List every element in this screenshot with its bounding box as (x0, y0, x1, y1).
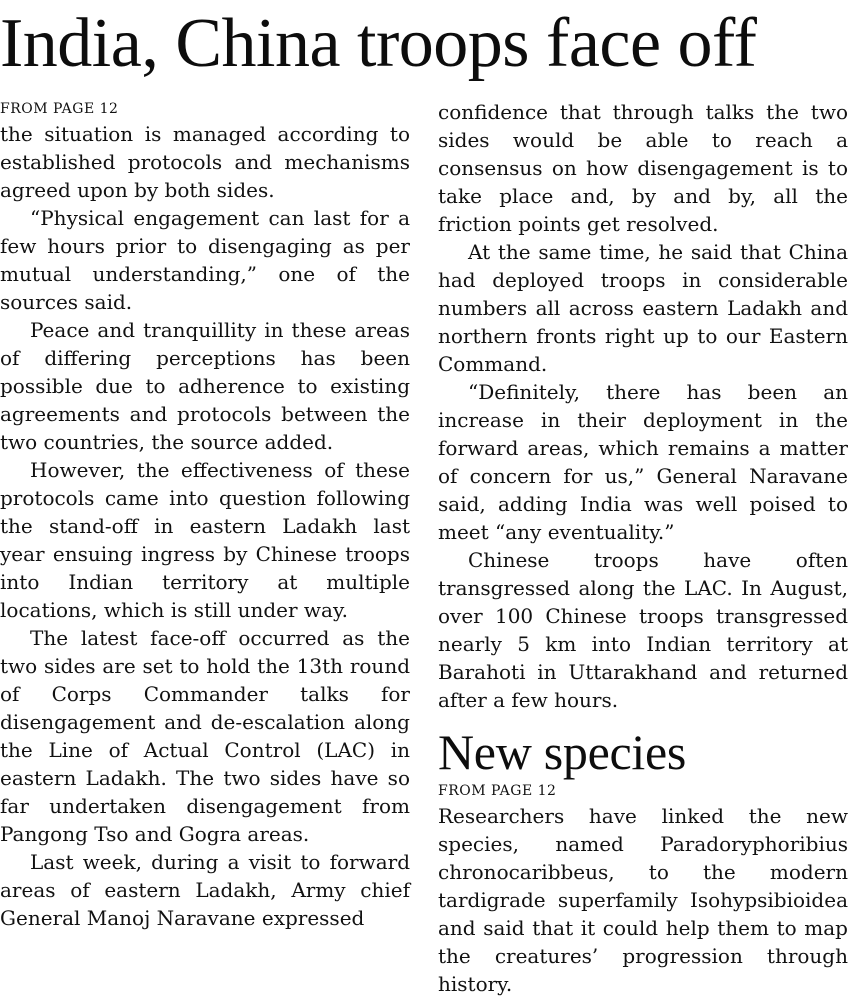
article-paragraph: Researchers have linked the new species, named Paradoryphoribius chronocaribbeus, to the modern tardigrade superfamily Isohypsibioidea and said that it could help them to map the creatures’ progression through history. (438, 804, 848, 996)
article-paragraph: confidence that through talks the two sides would be able to reach a consensus on how disengagement is to take place and, by and by, all the friction points get resolved. (438, 100, 848, 236)
article-paragraph: Last week, during a visit to forward areas of eastern Ladakh, Army chief General Manoj Naravane expressed (0, 850, 410, 930)
right-column (438, 98, 848, 998)
article-paragraph: However, the effectiveness of these protocols came into question following the stand-off in eastern Ladakh last year ensuing ingress by Chinese troops into Indian territory at multiple locations, which is still under way. (0, 458, 410, 622)
continued-from-label: FROM PAGE 12 (0, 101, 119, 117)
article-paragraph: “Definitely, there has been an increase in their deployment in the forward areas, which remains a matter of concern for us,” General Naravane said, adding India was well poised to meet “any eventuality.” (438, 380, 848, 544)
second-article-headline: New species (438, 724, 686, 780)
continued-from-label: FROM PAGE 12 (438, 783, 557, 799)
article-paragraph: The latest face-off occurred as the two sides are set to hold the 13th round of Corps Commander talks for disengagement and de-escalation along the Line of Actual Control (LAC) in eastern Ladakh. The two sides have so far undertaken disengagement from Pangong Tso and Gogra areas. (0, 626, 410, 846)
article-paragraph: “Physical engagement can last for a few hours prior to disengaging as per mutual understanding,” one of the sources said. (0, 206, 410, 314)
main-headline: India, China troops face off (0, 5, 757, 82)
left-column (0, 98, 410, 932)
article-paragraph: At the same time, he said that China had deployed troops in considerable numbers all across eastern Ladakh and northern fronts right up to our Eastern Command. (438, 240, 848, 376)
article-paragraph: the situation is managed according to established protocols and mechanisms agreed upon by both sides. (0, 122, 410, 202)
article-paragraph: Peace and tranquillity in these areas of differing perceptions has been possible due to adherence to existing agreements and protocols between the two countries, the source added. (0, 318, 410, 454)
article-paragraph: Chinese troops have often transgressed along the LAC. In August, over 100 Chinese troops transgressed nearly 5 km into Indian territory at Barahoti in Uttarakhand and returned after a few hours. (438, 548, 848, 712)
